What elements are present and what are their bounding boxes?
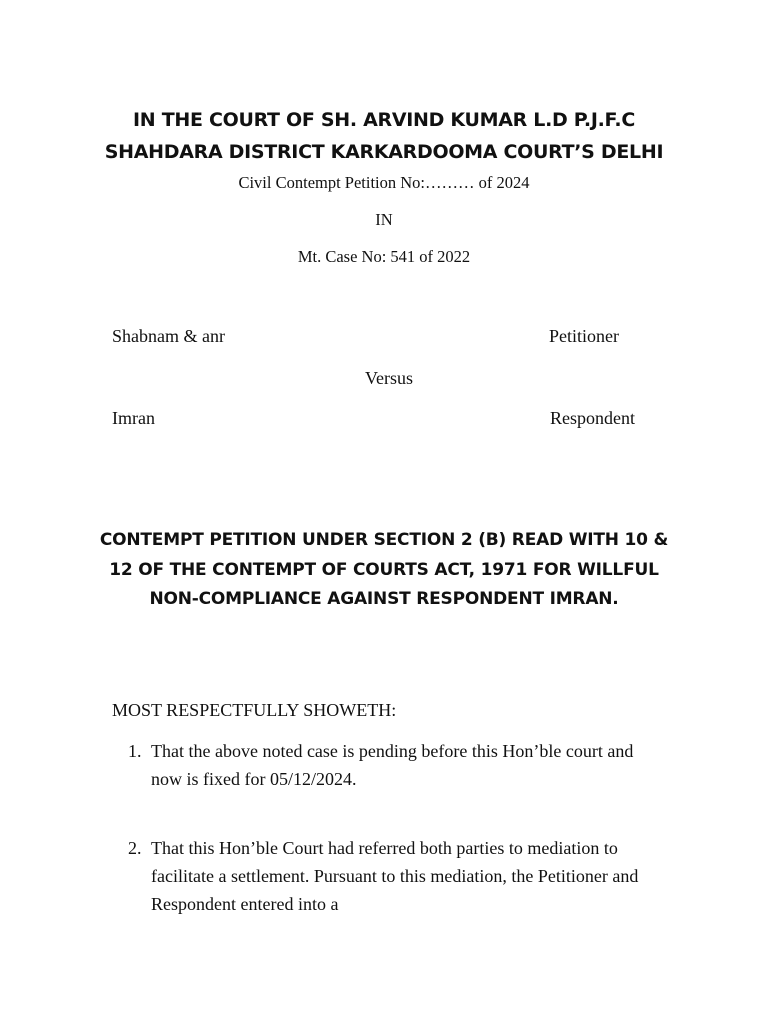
showeth-heading: MOST RESPECTFULLY SHOWETH: (112, 700, 397, 720)
paragraph-number: 1. (128, 741, 142, 761)
versus-label: Versus (365, 368, 413, 388)
petition-heading: CONTEMPT PETITION UNDER SECTION 2 (B) READ WITH 10 & 12 OF THE CONTEMPT OF COURTS ACT, 1971 FOR WILLFUL NON-COMPLIANCE AGAINST RESPONDENT IMRAN. (99, 530, 669, 609)
paragraph-number: 2. (128, 838, 142, 858)
petitioner-name: Shabnam & anr (112, 326, 225, 346)
petition-number: Civil Contempt Petition No:……… of 2024 (238, 173, 530, 192)
respondent-name: Imran (112, 408, 155, 428)
case-number: Mt. Case No: 541 of 2022 (297, 247, 471, 266)
paragraph-1 (128, 737, 648, 793)
court-title-line-2: SHAHDARA DISTRICT KARKARDOOMA COURT’S DELHI (104, 141, 664, 163)
paragraph-text: That this Hon’ble Court had referred both parties to mediation to facilitate a settlement. Pursuant to this mediation, the Petitioner and Respondent entered into a (151, 838, 639, 914)
court-title-line-1: IN THE COURT OF SH. ARVIND KUMAR L.D P.J.F.C (133, 109, 635, 131)
respondent-role: Respondent (550, 408, 635, 428)
paragraph-text: That the above noted case is pending before this Hon’ble court and now is fixed for 05/12/2024. (151, 741, 634, 789)
petitioner-role: Petitioner (549, 326, 619, 346)
paragraph-2 (128, 834, 648, 918)
in-label: IN (375, 210, 393, 229)
